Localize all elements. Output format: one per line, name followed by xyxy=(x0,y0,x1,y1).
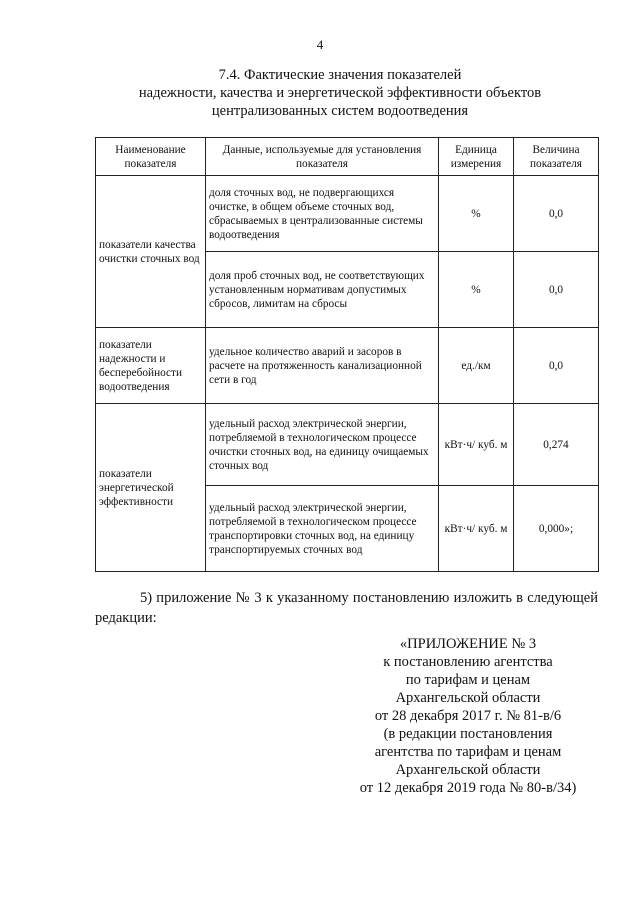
header-unit: Единица измерения xyxy=(439,138,514,176)
indicators-table xyxy=(95,137,599,572)
section-title-line-2: надежности, качества и энергетической эффективности объектов xyxy=(138,85,542,101)
appendix-line-4: Архангельской области xyxy=(395,690,541,706)
row-data: удельный расход электрической энергии, потребляемой в технологическом процессе очистки сточных вод, на единицу очищаемых сточных вод xyxy=(206,404,439,486)
table-header-row xyxy=(96,138,599,176)
header-data: Данные, используемые для установления показателя xyxy=(206,138,439,176)
row-unit: кВт·ч/ куб. м xyxy=(439,486,514,572)
page-number: 4 xyxy=(316,37,324,52)
row-unit: % xyxy=(439,252,514,328)
row-value: 0,274 xyxy=(514,404,599,486)
header-name: Наименование показателя xyxy=(96,138,206,176)
table-row xyxy=(96,176,599,252)
appendix-line-3: по тарифам и ценам xyxy=(405,672,531,688)
row-unit: кВт·ч/ куб. м xyxy=(439,404,514,486)
appendix-line-1: «ПРИЛОЖЕНИЕ № 3 xyxy=(399,636,537,652)
appendix-line-8: Архангельской области xyxy=(395,762,541,778)
appendix-line-9: от 12 декабря 2019 года № 80-в/34) xyxy=(359,780,577,796)
section-title-line-1: 7.4. Фактические значения показателей xyxy=(218,67,462,83)
table-row xyxy=(96,404,599,486)
appendix-line-7: агентства по тарифам и ценам xyxy=(374,744,562,760)
appendix-line-2: к постановлению агентства xyxy=(383,654,553,670)
row-unit: % xyxy=(439,176,514,252)
header-value: Величина показателя xyxy=(514,138,599,176)
row-data: доля проб сточных вод, не соответствующих установленным нормативам допустимых сбросов, лимитам на сбросы xyxy=(206,252,439,328)
row-unit: ед./км xyxy=(439,328,514,404)
table-row xyxy=(96,328,599,404)
group-quality: показатели качества очистки сточных вод xyxy=(96,176,206,328)
row-data: удельный расход электрической энергии, потребляемой в технологическом процессе транспортировки сточных вод, на единицу транспортируемых сточных вод xyxy=(206,486,439,572)
section-title xyxy=(60,66,620,120)
row-value: 0,0 xyxy=(514,176,599,252)
row-value: 0,0 xyxy=(514,252,599,328)
row-data: удельное количество аварий и засоров в расчете на протяженность канализационной сети в год xyxy=(206,328,439,404)
amendment-paragraph: 5) приложение № 3 к указанному постановлению изложить в следующей редакции: xyxy=(95,590,598,626)
row-value: 0,0 xyxy=(514,328,599,404)
group-reliability: показатели надежности и бесперебойности водоотведения xyxy=(96,328,206,404)
appendix-line-5: от 28 декабря 2017 г. № 81-в/6 xyxy=(374,708,562,724)
appendix-heading xyxy=(340,635,596,797)
group-energy: показатели энергетической эффективности xyxy=(96,404,206,572)
row-value: 0,000»; xyxy=(514,486,599,572)
row-data: доля сточных вод, не подвергающихся очистке, в общем объеме сточных вод, сбрасываемых в централизованные системы водоотведения xyxy=(206,176,439,252)
appendix-line-6: (в редакции постановления xyxy=(383,726,553,742)
section-title-line-3: централизованных систем водоотведения xyxy=(211,103,469,119)
